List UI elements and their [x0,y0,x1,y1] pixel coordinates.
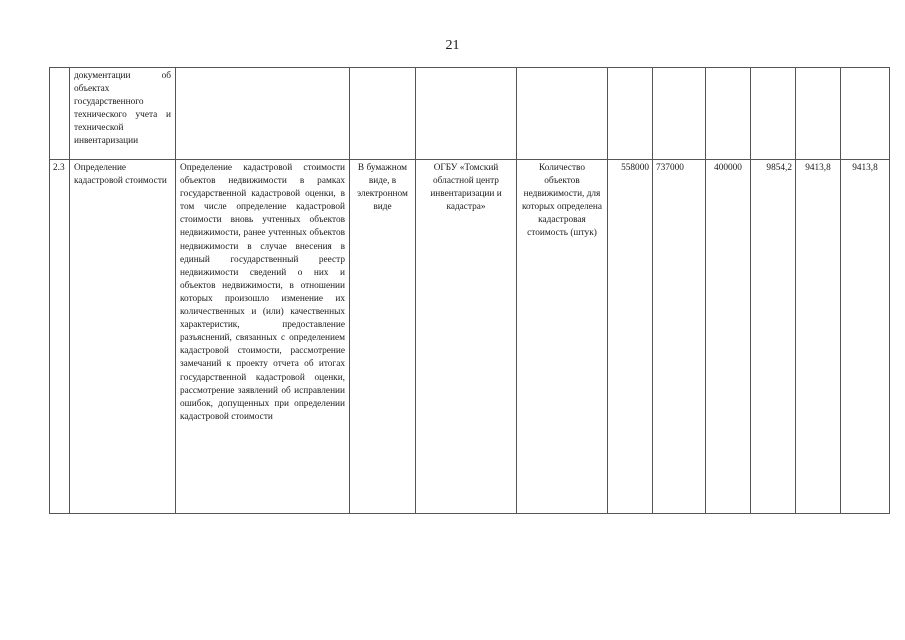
service-name-cell: документации об объектах государственного технического учета и технической инвентаризации [70,68,176,160]
value-3: 400000 [706,160,751,514]
value-cell-6 [841,68,890,160]
value-cell-5 [796,68,841,160]
page-number: 21 [445,38,460,53]
value-cell-2 [653,68,706,160]
value-5: 9413,8 [796,160,841,514]
table-row [50,160,890,514]
value-6: 9413,8 [841,160,890,514]
service-form-cell [350,68,416,160]
row-index: 2.3 [50,160,70,514]
index-cell [50,68,70,160]
value-4: 9854,2 [751,160,796,514]
value-cell-3 [706,68,751,160]
continuation-row [50,68,890,160]
service-indicator: Количество объектов недвижимости, для которых определена кадастровая стоимость (штук) [517,160,608,514]
provider-cell [416,68,517,160]
value-1: 558000 [608,160,653,514]
value-2: 737000 [653,160,706,514]
service-content: Определение кадастровой стоимости объектов недвижимости в рамках государственной кадастровой оценки, в том числе определение кадастровой стоимости вновь учтенных объектов недвижимости, ранее учтенных объектов недвижимости в случае внесения в единый государственный реестр недвижимости сведений о них и объектов недвижимости, в отношении которых произошло изменение их количественных и (или) качественных характеристик, предоставление разъяснений, связанных с определением кадастровой стоимости, рассмотрение замечаний к проекту отчета об итогах государственной кадастровой оценки, рассмотрение заявлений об исправлении ошибок, допущенных при определении кадастровой стоимости [176,160,350,514]
value-cell-1 [608,68,653,160]
service-form: В бумажном виде, в электронном виде [350,160,416,514]
service-name: Определение кадастровой стоимости [70,160,176,514]
services-table [49,67,890,514]
service-provider: ОГБУ «Томский областной центр инвентаризации и кадастра» [416,160,517,514]
service-content-cell [176,68,350,160]
indicator-cell [517,68,608,160]
value-cell-4 [751,68,796,160]
